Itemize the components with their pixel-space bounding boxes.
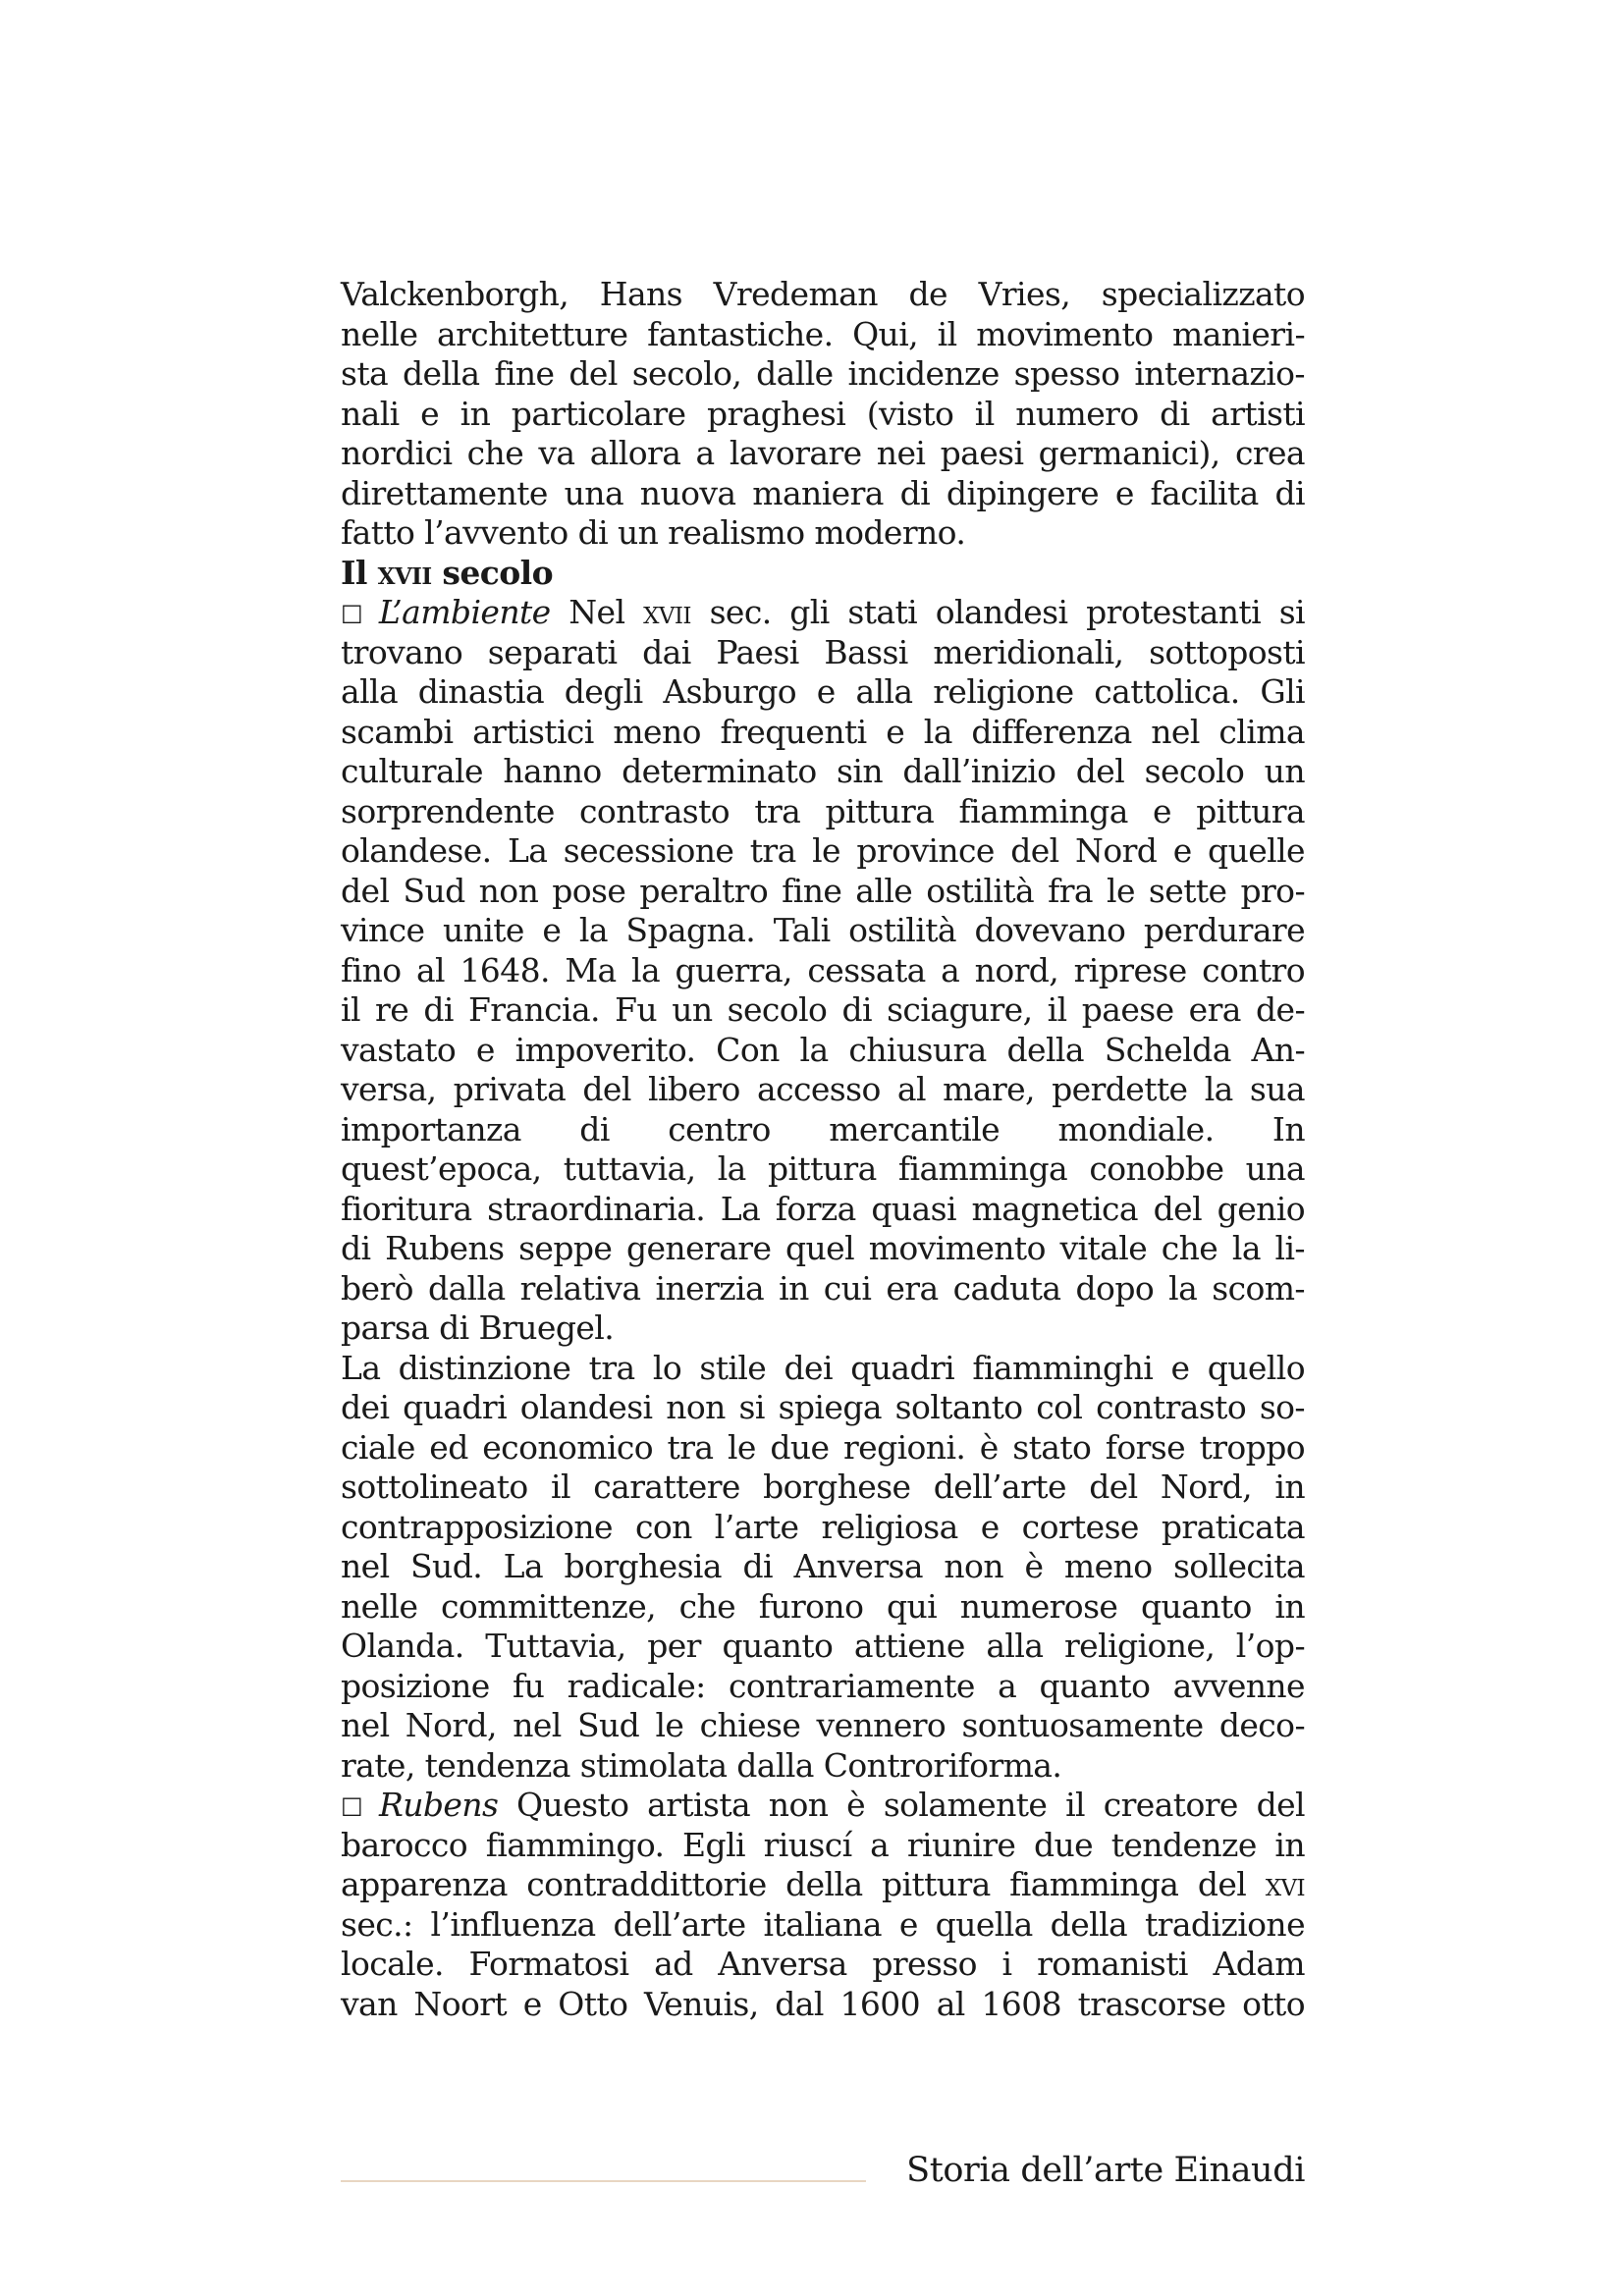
text-line: alla dinastia degli Asburgo e alla religione cattolica. Gli	[341, 672, 1305, 711]
text-run: apparenza contraddittorie della pittura fiamminga del	[341, 1865, 1266, 1903]
text-line: sorprendente contrasto tra pittura fiamminga e pittura	[341, 791, 1305, 830]
text-line: nali e in particolare praghesi (visto il numero di artisti	[341, 394, 1305, 433]
text-line: fioritura straordinaria. La forza quasi magnetica del genio	[341, 1189, 1305, 1228]
text-line: Valckenborgh, Hans Vredeman de Vries, specializzato	[341, 275, 1305, 313]
text-line: del Sud non pose peraltro fine alle ostilità fra le sette pro-	[341, 871, 1305, 910]
heading-century: xvii	[377, 553, 432, 592]
text-line: importanza di centro mercantile mondiale. In	[341, 1109, 1305, 1148]
text-line: quest’epoca, tuttavia, la pittura fiamminga conobbe una	[341, 1149, 1305, 1188]
footer-rule	[341, 2180, 866, 2182]
text-line: vastato e impoverito. Con la chiusura della Schelda An-	[341, 1030, 1305, 1069]
text-line	[341, 1786, 1305, 1826]
subsection-title: Rubens	[378, 1786, 499, 1824]
text-line: Olanda. Tuttavia, per quanto attiene alla religione, l’op-	[341, 1627, 1305, 1665]
text-line: ciale ed economico tra le due regioni. è stato forse troppo	[341, 1427, 1305, 1467]
text-line: La distinzione tra lo stile dei quadri fiamminghi e quello	[341, 1348, 1305, 1387]
section-heading	[341, 554, 1305, 594]
text-line: sec.: l’influenza dell’arte italiana e quella della tradizione	[341, 1904, 1305, 1944]
text-line: fatto l’avvento di un realismo moderno.	[341, 513, 966, 552]
text-line: scambi artistici meno frequenti e la differenza nel clima	[341, 712, 1305, 751]
text-line: barocco fiammingo. Egli riuscí a riunire due tendenze in	[341, 1825, 1305, 1864]
text-run: sec. gli stati olandesi protestanti si	[690, 593, 1306, 631]
square-marker-icon: □	[341, 599, 371, 626]
text-line	[341, 593, 1305, 633]
square-marker-icon: □	[341, 1791, 371, 1819]
subsection-title: L’ambiente	[378, 593, 551, 631]
text-run: Nel	[550, 593, 644, 631]
text-run: Questo artista non è solamente il creatore del	[498, 1786, 1306, 1824]
text-line: dei quadri olandesi non si spiega soltanto col contrasto so-	[341, 1388, 1305, 1426]
text-line: vince unite e la Spagna. Tali ostilità dovevano perdurare	[341, 911, 1305, 949]
text-line: sta della fine del secolo, dalle incidenze spesso internazio-	[341, 354, 1305, 393]
text-line: posizione fu radicale: contrariamente a quanto avvenne	[341, 1666, 1305, 1705]
text-line: versa, privata del libero accesso al mare, perdette la sua	[341, 1070, 1305, 1108]
century-numeral: xvii	[643, 593, 691, 631]
text-line: parsa di Bruegel.	[341, 1308, 615, 1347]
heading-post: secolo	[431, 553, 553, 592]
text-line: il re di Francia. Fu un secolo di sciagure, il paese era de-	[341, 990, 1305, 1029]
text-line: olandese. La secessione tra le province del Nord e quelle	[341, 831, 1305, 870]
text-line: nelle architetture fantastiche. Qui, il movimento manieri-	[341, 314, 1305, 353]
footer-title: Storia dell’arte Einaudi	[906, 2151, 1305, 2190]
text-line: locale. Formatosi ad Anversa presso i romanisti Adam	[341, 1945, 1305, 1983]
century-numeral: xvi	[1265, 1865, 1305, 1903]
text-line: nel Nord, nel Sud le chiese vennero sontuosamente deco-	[341, 1706, 1305, 1744]
text-line: rate, tendenza stimolata dalla Controriforma.	[341, 1745, 1062, 1785]
text-line: berò dalla relativa inerzia in cui era caduta dopo la scom-	[341, 1268, 1305, 1308]
text-line: di Rubens seppe generare quel movimento vitale che la li-	[341, 1229, 1305, 1267]
text-line: direttamente una nuova maniera di dipingere e facilita di	[341, 473, 1305, 512]
text-line: culturale hanno determinato sin dall’inizio del secolo un	[341, 752, 1305, 790]
body-text	[341, 275, 1305, 2024]
text-line: nordici che va allora a lavorare nei paesi germanici), crea	[341, 434, 1305, 472]
text-line: nelle committenze, che furono qui numerose quanto in	[341, 1586, 1305, 1626]
text-line: fino al 1648. Ma la guerra, cessata a nord, riprese contro	[341, 950, 1305, 989]
text-line: trovano separati dai Paesi Bassi meridionali, sottoposti	[341, 632, 1305, 671]
text-line: van Noort e Otto Venuis, dal 1600 al 1608 trascorse otto	[341, 1984, 1305, 2023]
text-line	[341, 1865, 1305, 1905]
text-line: nel Sud. La borghesia di Anversa non è meno sollecita	[341, 1547, 1305, 1585]
text-line: contrapposizione con l’arte religiosa e cortese praticata	[341, 1507, 1305, 1546]
page-footer	[341, 2143, 1305, 2202]
text-line: sottolineato il carattere borghese dell’arte del Nord, in	[341, 1468, 1305, 1506]
heading-pre: Il	[341, 553, 378, 592]
